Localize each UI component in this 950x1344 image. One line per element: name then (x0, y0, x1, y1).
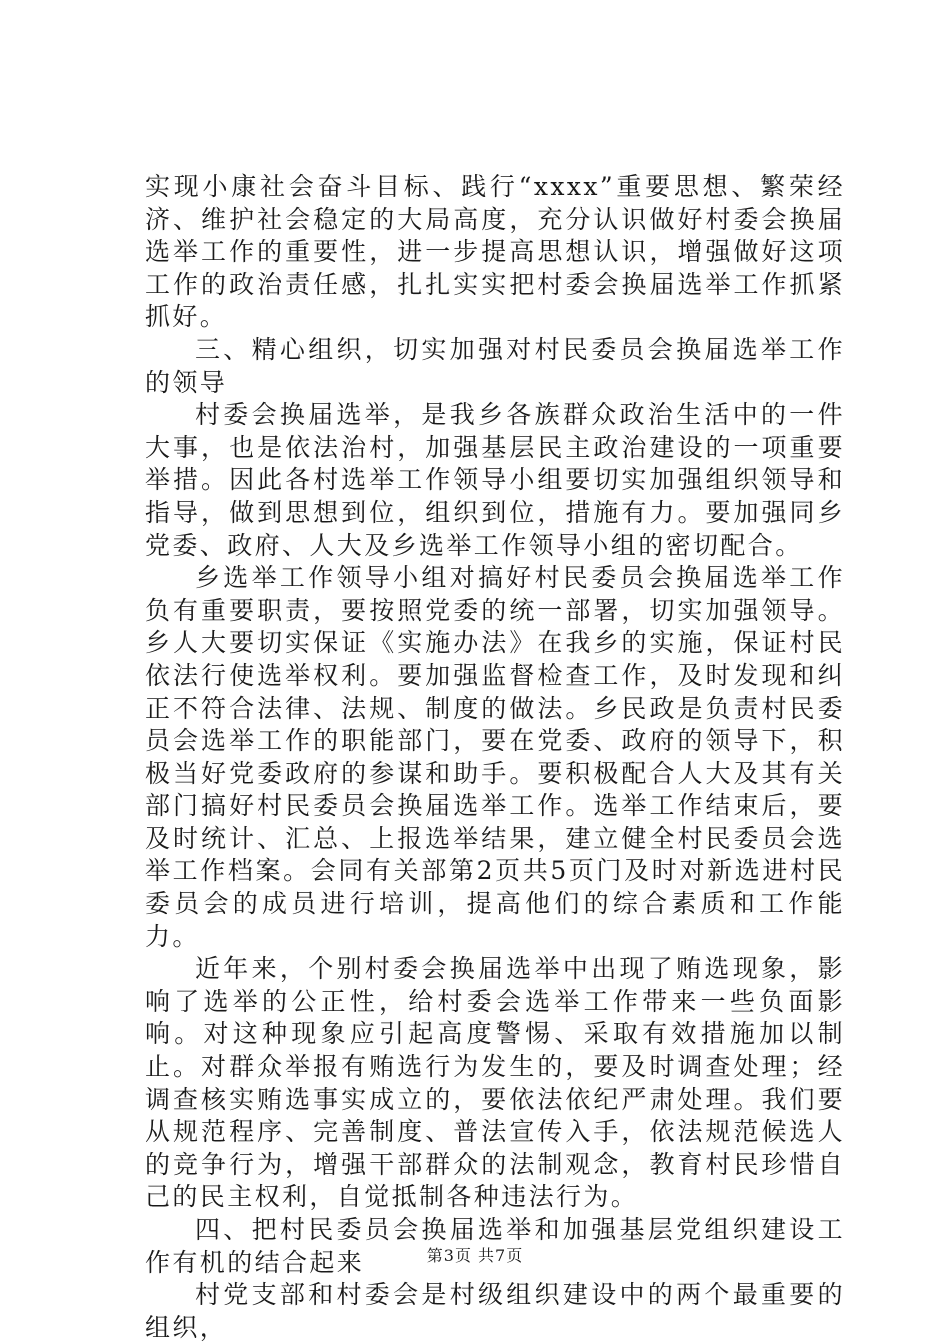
document-body (145, 171, 845, 1344)
section-heading-3: 三、精心组织，切实加强对村民委员会换届选举工作的领导 (145, 334, 845, 397)
paragraph-bribery: 近年来，个别村委会换届选举中出现了贿选现象，影响了选举的公正性，给村委会选举工作带来一些负面影响。对这种现象应引起高度警惕、采取有效措施加以制止。对群众举报有贿选行为发生的，要及时调查处理；经调查核实贿选事实成立的，要依法依纪严肃处理。我们要从规范程序、完善制度、普法宣传入手，依法规范候选人的竞争行为，增强干部群众的法制观念，教育村民珍惜自己的民主权利，自觉抵制各种违法行为。 (145, 954, 845, 1212)
section-heading-4: 四、把村民委员会换届选举和加强基层党组织建设工作有机的结合起来 (145, 1215, 845, 1277)
paragraph-party-branch: 村党支部和村委会是村级组织建设中的两个最重要的组织， (145, 1280, 845, 1342)
page-footer: 第3页 共7页 (426, 1246, 524, 1265)
paragraph-election-importance: 村委会换届选举，是我乡各族群众政治生活中的一件大事，也是依法治村，加强基层民主政治建设的一项重要举措。因此各村选举工作领导小组要切实加强组织领导和指导，做到思想到位，组织到位，措施有力。要加强同乡党委、政府、人大及乡选举工作领导小组的密切配合。 (145, 400, 845, 560)
paragraph-leadership-duties: 乡选举工作领导小组对搞好村民委员会换届选举工作负有重要职责，要按照党委的统一部署，切实加强领导。乡人大要切实保证《实施办法》在我乡的实施，保证村民依法行使选举权利。要加强监督检查工作，及时发现和纠正不符合法律、法规、制度的做法。乡民政是负责村民委员会选举工作的职能部门，要在党委、政府的领导下，积极当好党委政府的参谋和助手。要积极配合人大及其有关部门搞好村民委员会换届选举工作。选举工作结束后，要及时统计、汇总、上报选举结果，建立健全村民委员会选举工作档案。会同有关部第2页共5页门及时对新选进村民委员会的成员进行培训，提高他们的综合素质和工作能力。 (145, 563, 845, 951)
paragraph-intro: 实现小康社会奋斗目标、践行“xxxx”重要思想、繁荣经济、维护社会稳定的大局高度，充分认识做好村委会换届选举工作的重要性，进一步提高思想认识，增强做好这项工作的政治责任感，扎扎实实把村委会换届选举工作抓紧抓好。 (145, 172, 845, 332)
